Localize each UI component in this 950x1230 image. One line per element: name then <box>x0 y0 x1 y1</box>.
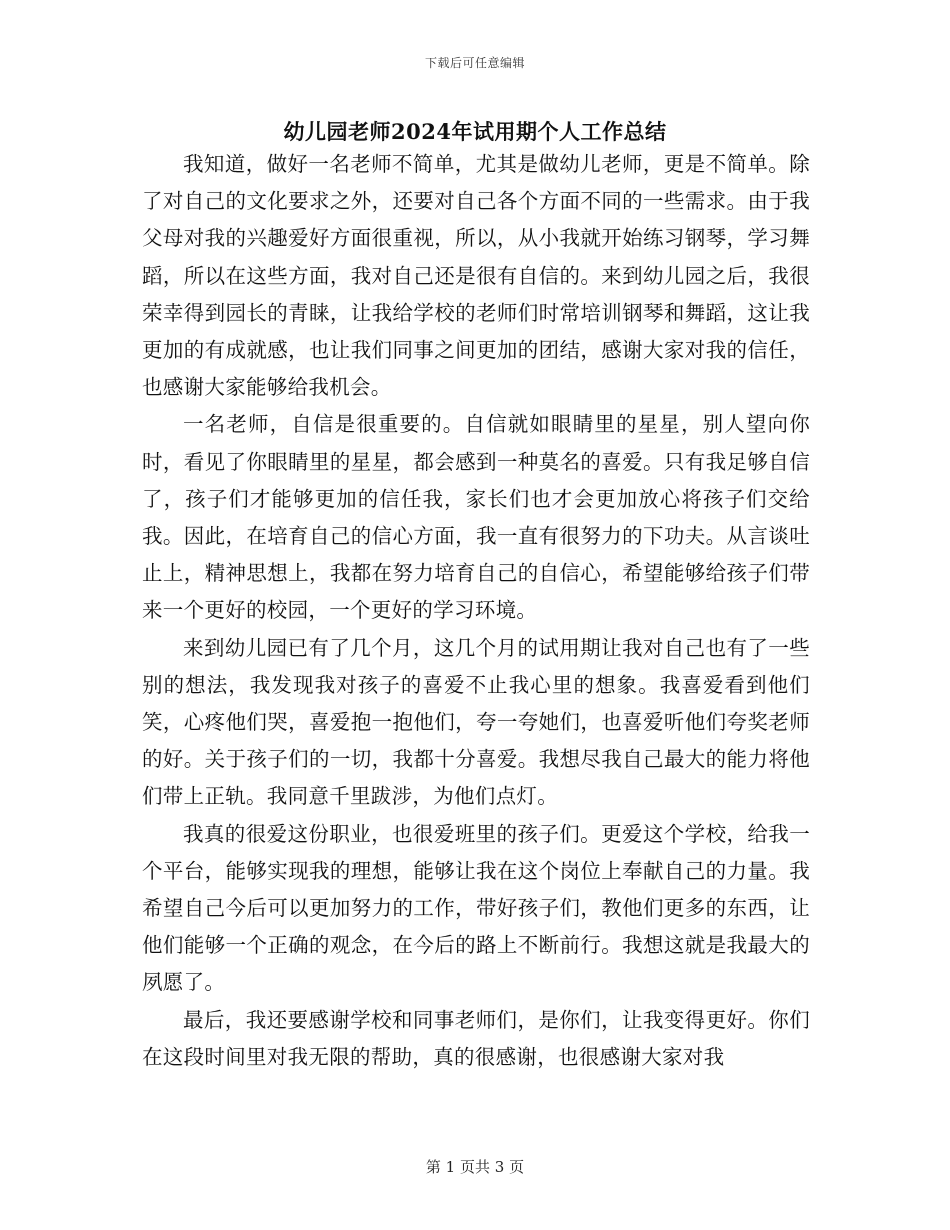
page-number: 第 1 页共 3 页 <box>425 1158 525 1176</box>
header-note: 下载后可任意编辑 <box>424 56 525 70</box>
paragraph-4: 我真的很爱这份职业，也很爱班里的孩子们。更爱这个学校，给我一个平台，能够实现我的理想，能够让我在这个岗位上奉献自己的力量。我希望自己今后可以更加努力的工作，带好孩子们，教他们更多的东西，让他们能够一个正确的观念，在今后的路上不断前行。我想这就是我最大的夙愿了。 <box>142 821 810 995</box>
paragraph-3: 来到幼儿园已有了几个月，这几个月的试用期让我对自己也有了一些别的想法，我发现我对孩子的喜爱不止我心里的想象。我喜爱看到他们笑，心疼他们哭，喜爱抱一抱他们，夸一夸她们，也喜爱听他们夸奖老师的好。关于孩子们的一切，我都十分喜爱。我想尽我自己最大的能力将他们带上正轨。我同意千里跋涉，为他们点灯。 <box>142 635 810 809</box>
paragraph-2: 一名老师，自信是很重要的。自信就如眼睛里的星星，别人望向你时，看见了你眼睛里的星星，都会感到一种莫名的喜爱。只有我足够自信了，孩子们才能够更加的信任我，家长们也才会更加放心将孩子们交给我。因此，在培育自己的信心方面，我一直有很努力的下功夫。从言谈吐止上，精神思想上，我都在努力培育自己的自信心，希望能够给孩子们带来一个更好的校园，一个更好的学习环境。 <box>142 412 810 623</box>
paragraph-5: 最后，我还要感谢学校和同事老师们，是你们，让我变得更好。你们在这段时间里对我无限的帮助，真的很感谢，也很感谢大家对我 <box>142 1007 810 1069</box>
document-body <box>142 146 810 1076</box>
document-title: 幼儿园老师2024年试用期个人工作总结 <box>283 119 667 144</box>
paragraph-1: 我知道，做好一名老师不简单，尤其是做幼儿老师，更是不简单。除了对自己的文化要求之外，还要对自己各个方面不同的一些需求。由于我父母对我的兴趣爱好方面很重视，所以，从小我就开始练习钢琴，学习舞蹈，所以在这些方面，我对自己还是很有自信的。来到幼儿园之后，我很荣幸得到园长的青睐，让我给学校的老师们时常培训钢琴和舞蹈，这让我更加的有成就感，也让我们同事之间更加的团结，感谢大家对我的信任，也感谢大家能够给我机会。 <box>142 152 810 400</box>
